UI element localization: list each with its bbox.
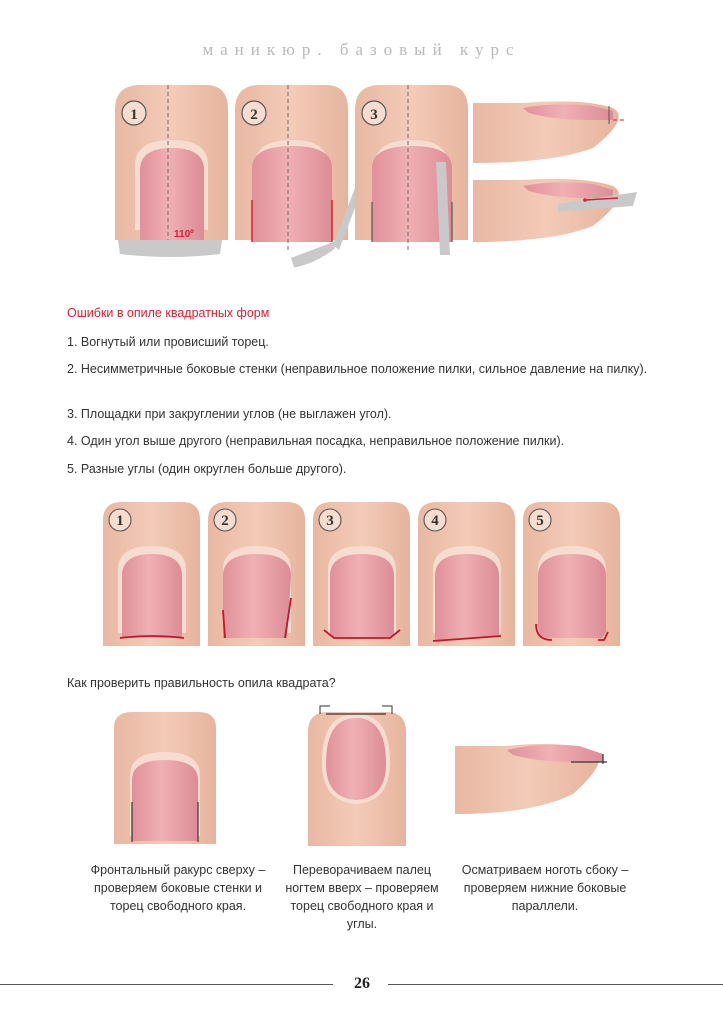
error-nail-1 — [103, 502, 200, 646]
error-nail-4 — [418, 502, 515, 646]
error-item-4: 4. Один угол выше другого (неправильная посадка, неправильное положение пилки). — [67, 434, 565, 448]
caption-side-view: Осматриваем ноготь сбоку – проверяем нижние боковые параллели. — [461, 863, 629, 913]
error-nail-5 — [523, 502, 620, 646]
footer-rule-left — [0, 984, 333, 985]
side-view-bottom — [473, 179, 637, 242]
footer-rule-right — [388, 984, 723, 985]
error-badge-1: 1 — [116, 513, 124, 529]
angle-label: 110º — [174, 229, 194, 240]
errors-section-title: Ошибки в опиле квадратных форм — [67, 306, 270, 320]
error-item-2: 2. Несимметричные боковые стенки (неправильное положение пилки, сильное давление на пилку). — [67, 362, 648, 376]
running-header: маникюр. базовый курс — [202, 40, 521, 59]
step-badge-2: 2 — [250, 107, 258, 123]
page-number: 26 — [354, 975, 370, 992]
filing-steps-figure — [110, 80, 640, 270]
caption-front-view: Фронтальный ракурс сверху – проверяем боковые стенки и торец свободного края. — [90, 863, 266, 913]
square-errors-figure — [100, 498, 620, 654]
error-badge-2: 2 — [221, 513, 229, 529]
finger-step-3 — [355, 85, 468, 255]
error-item-3: 3. Площадки при закруглении углов (не выглажен угол). — [67, 407, 392, 421]
error-item-5: 5. Разные углы (один округлен больше другого). — [67, 462, 347, 476]
error-nail-2 — [208, 502, 305, 646]
error-nail-3 — [313, 502, 410, 646]
check-section-title: Как проверить правильность опила квадрата? — [67, 676, 336, 690]
step-badge-3: 3 — [370, 107, 378, 123]
check-side-view — [455, 738, 615, 818]
check-front-view — [110, 708, 220, 848]
finger-step-1 — [115, 85, 228, 257]
error-badge-3: 3 — [326, 513, 334, 529]
error-badge-5: 5 — [536, 513, 544, 529]
step-badge-1: 1 — [130, 107, 138, 123]
check-upside-view — [304, 702, 409, 848]
error-item-1: 1. Вогнутый или провисший торец. — [67, 335, 269, 349]
side-view-top — [473, 101, 627, 163]
caption-upside-view: Переворачиваем палец ногтем вверх – проверяем торец свободного края и углы. — [285, 863, 439, 931]
error-badge-4: 4 — [431, 513, 439, 529]
finger-step-2 — [235, 85, 364, 270]
